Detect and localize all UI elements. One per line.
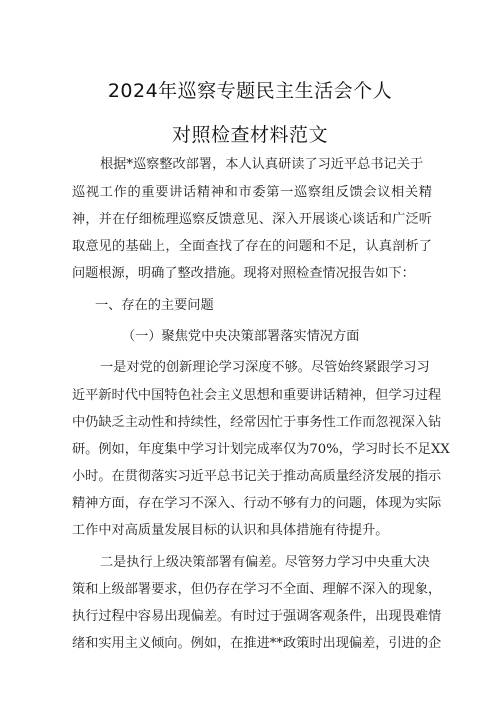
text-line: 研。例如，年度集中学习计划完成率仅为70%，学习时长不足XX [72,442,450,457]
subsection-heading: （一）聚焦党中央决策部署落实情况方面 [122,329,360,344]
text-line: 工作中对高质量发展目标的认识和具体措施有待提升。 [72,523,389,538]
section-heading: 一、存在的主要问题 [95,298,214,313]
text-line: 精神方面，存在学习不深入、行动不够有力的问题，体现为实际 [72,496,442,511]
text-line: 二是执行上级决策部署有偏差。尽管努力学习中央重大决 [100,555,430,570]
document-title-line2: 对照检查材料范文 [171,124,328,146]
text-line: 问题根源，明确了整改措施。现将对照检查情况报告如下： [72,266,415,281]
text-line: 巡视工作的重要讲话精神和市委第一巡察组反馈会议相关精 [72,185,432,200]
text-line: 近平新时代中国特色社会主义思想和重要讲话精神，但学习过程 [72,388,442,403]
text-line: 小时。在贯彻落实习近平总书记关于推动高质量经济发展的指示 [72,469,442,484]
text-line: 神，并在仔细梳理巡察反馈意见、深入开展谈心谈话和广泛听 [72,212,432,227]
text-line: 中仍缺乏主动性和持续性，经常因忙于事务性工作而忽视深入钻 [72,415,442,430]
text-line: 根据*巡察整改部署，本人认真研读了习近平总书记关于 [100,157,424,172]
text-line: 取意见的基础上，全面查找了存在的问题和不足，认真剖析了 [72,239,432,254]
text-line: 一是对党的创新理论学习深度不够。尽管始终紧跟学习习 [100,360,430,375]
text-line: 执行过程中容易出现偏差。有时过于强调客观条件，出现畏难情 [72,609,442,624]
text-line: 策和上级部署要求，但仍存在学习不全面、理解不深入的现象， [72,582,442,597]
document-title-line1: 2024年巡察专题民主生活会个人 [107,80,393,102]
text-line: 绪和实用主义倾向。例如，在推进**政策时出现偏差，引进的企 [72,636,442,651]
